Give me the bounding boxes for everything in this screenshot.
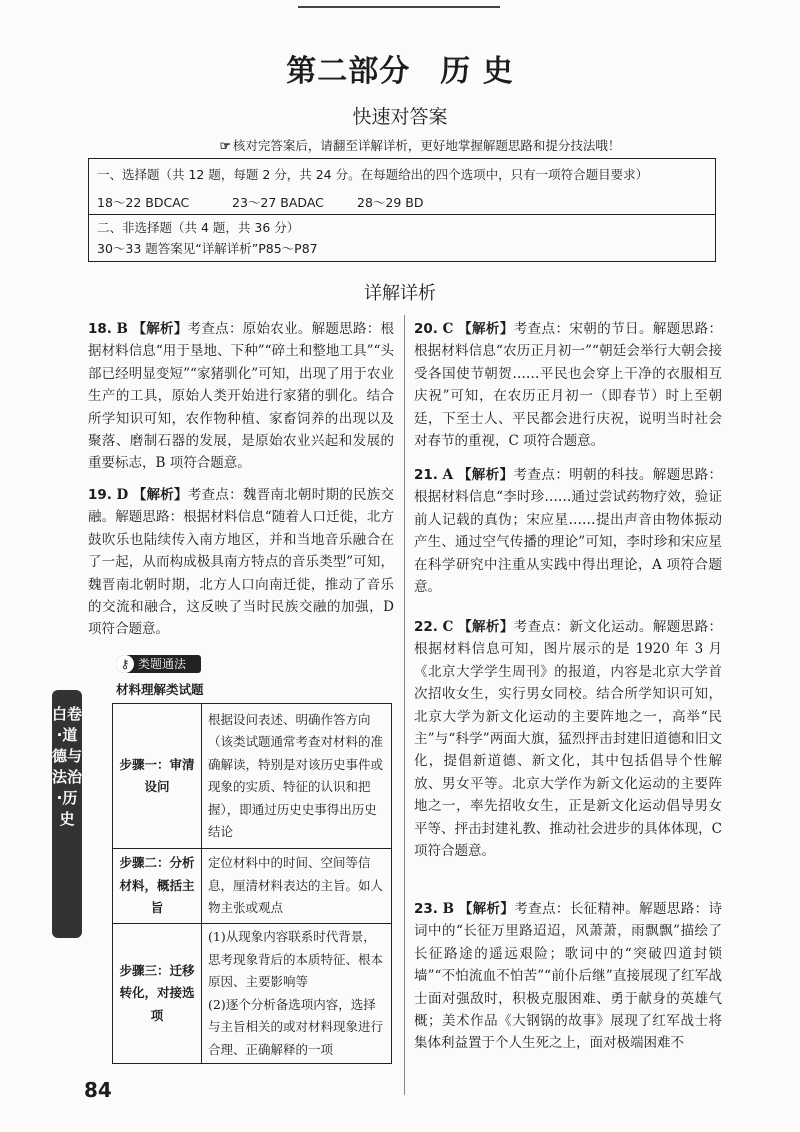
nonchoice-note: 30～33 题答案见“详解详析”P85～P87 (97, 241, 318, 256)
wrench-icon: ⚷ (116, 655, 134, 673)
table-row (113, 704, 392, 849)
answer-group: 28～29 BD (357, 195, 424, 210)
method-heading: 材料理解类试题 (116, 682, 204, 697)
page-title: 第二部分 历 史 (286, 54, 514, 89)
step-cell: 步骤二：分析材料，概括主旨 (113, 849, 202, 924)
explanation-19: 19. D 【解析】考查点：魏晋南北朝时期的民族交融。解题思路：根据材料信息“随着人口迁徙，北方鼓吹乐也陆续传入南方地区，并和当地音乐融合在了一起，从而构成极具南方特点的音乐类型”可知，魏晋南北朝时期，北方人口向南迁徙，推动了音乐的交流和融合，这反映了当时民族交融的加强，D 项符合题意。 (88, 487, 395, 638)
desc-cell: (1)从现象内容联系时代背景，思考现象背后的本质特征、根本原因、主要影响等 (2)逐个分析备选项内容，选择与主旨相关的或对材料现象进行合理、正确解释的一项 (202, 924, 392, 1064)
quick-answers-title: 快速对答案 (352, 106, 448, 128)
nonchoice-section (89, 216, 715, 261)
step-cell: 步骤三：迁移转化，对接选项 (113, 924, 202, 1064)
choice-section (89, 159, 715, 215)
explanation-21: 21. A 【解析】考查点：明朝的科技。解题思路：根据材料信息“李时珍……通过尝试药物疗效，验证前人记载的真伪；宋应星……提出声音由物体振动产生、通过空气传播的理论”可知，李时珍和宋应星在科学研究中注重从实践中得出理论，A 项符合题意。 (414, 467, 722, 596)
answer-group: 23～27 BADAC (232, 195, 324, 210)
pointing-hand-icon: ☞ (219, 138, 231, 153)
detail-section-title: 详解详析 (364, 283, 436, 304)
explanation-22: 22. C 【解析】考查点：新文化运动。解题思路：根据材料信息可知，图片展示的是 1920 年 3 月《北京大学学生周刊》的报道，内容是北京大学首次招收女生，实行男女同校。结合所学知识可知，北京大学为新文化运动的主要阵地之一，高举“民主”与“科学”两面大旗，猛烈抨击封建旧道德和旧文化，提倡新道德、新文化，其中包括倡导个性解放、男女平等。北京大学作为新文化运动的主要阵地之一，率先招收女生，正是新文化运动倡导男女平等、抨击封建礼教、推动社会进步的具体体现，C 项符合题意。 (414, 619, 722, 860)
explanation-18: 18. B 【解析】考查点：原始农业。解题思路：根据材料信息“用于垦地、下种”“碎土和整地工具”“头部已经明显变短”“家猪驯化”可知，出现了用于农业生产的工具，原始人类开始进行家猪的驯化。结合所学知识可知，农作物种植、家畜饲养的出现以及聚落、磨制石器的发展，是原始农业兴起和发展的重要标志，B 项符合题意。 (88, 321, 395, 472)
top-rule (298, 6, 500, 8)
answer-group: 18～22 BDCAC (97, 195, 190, 210)
explanation-23: 23. B 【解析】考查点：长征精神。解题思路：诗词中的“长征万里路迢迢，风萧萧，雨飘飘”描绘了长征路途的遥远艰险；歌词中的“突破四道封锁墙”“不怕流血不怕苦”“前仆后继”直接展现了红军战士面对强敌时，积极克服困难、勇于献身的英雄气概；美术作品《大钢锅的故事》展现了红军战士将集体利益置于个人生死之上，面对极端困难不 (414, 901, 722, 1052)
explanation-20: 20. C 【解析】考查点：宋朝的节日。解题思路：根据材料信息“农历正月初一”“朝廷会举行大朝会接受各国使节朝贺……平民也会穿上干净的衣服相互庆祝”可知，在农历正月初一（即春节）时上至朝廷，下至士人、平民都会进行庆祝，说明当时社会对春节的重视，C 项符合题意。 (414, 321, 722, 450)
tip-line: ☞ 核对完答案后，请翻至详解详析，更好地掌握解题思路和提分技法哦！ (219, 138, 621, 153)
answer-box (88, 158, 716, 262)
page-number: 84 (84, 1078, 112, 1102)
side-tab: 白卷·道德与法治·历史 (52, 690, 82, 938)
desc-cell: 根据设问表述、明确作答方向（该类试题通常考查对材料的准确解读，特别是对该历史事件或现象的实质、特征的认识和把握），即通过历史史事得出历史结论 (202, 704, 392, 849)
method-table (112, 703, 392, 1064)
column-divider (404, 315, 405, 1095)
desc-cell: 定位材料中的时间、空间等信息，厘清材料表达的主旨。如人物主张或观点 (202, 849, 392, 924)
table-row (113, 849, 392, 924)
table-row (113, 924, 392, 1064)
method-badge: ⚷ 类题通法 (116, 655, 201, 673)
nonchoice-section-title: 二、非选择题（共 4 题，共 36 分） (97, 220, 300, 235)
step-cell: 步骤一：审清设问 (113, 704, 202, 849)
choice-section-title: 一、选择题（共 12 题，每题 2 分，共 24 分。在每题给出的四个选项中，只有一项符合题目要求） (97, 167, 649, 182)
